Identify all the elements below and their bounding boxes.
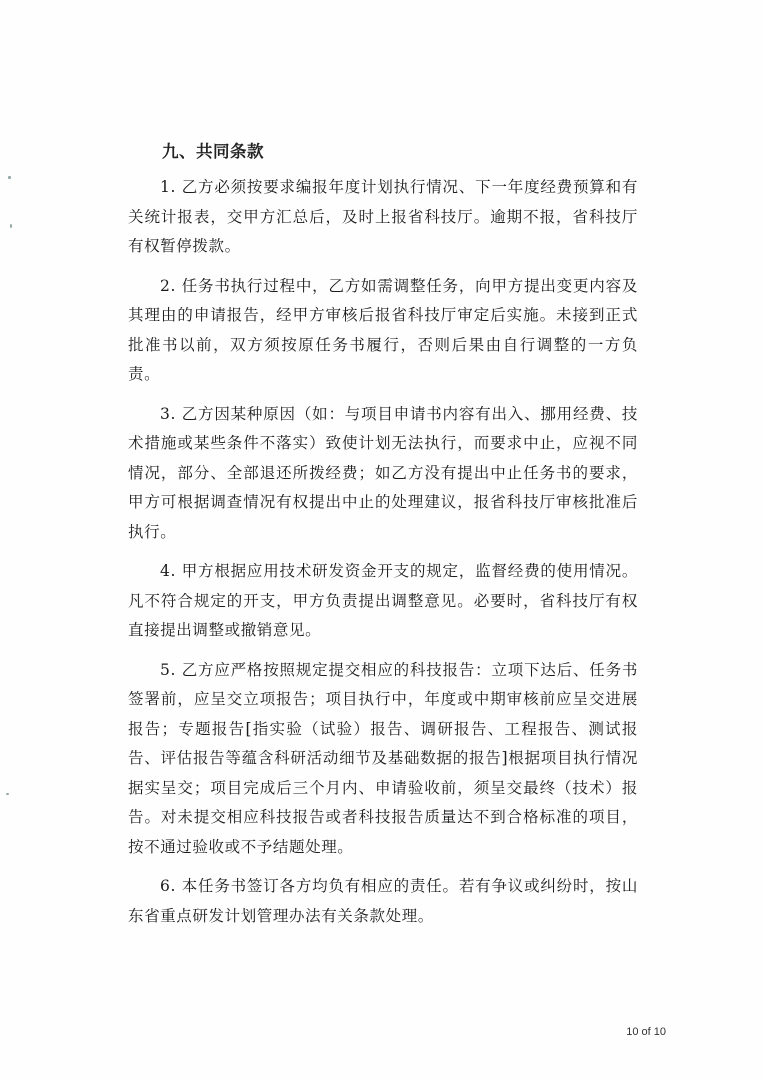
clause-paragraph: 2. 任务书执行过程中，乙方如需调整任务，向甲方提出变更内容及其理由的申请报告，经甲方审核后报省科技厅审定后实施。未接到正式批准书以前，双方须按原任务书履行，否则后果由自行调整的一方负责。 (128, 276, 638, 383)
section-title: 九、共同条款 (162, 142, 264, 161)
clause-paragraph: 6. 本任务书签订各方均负有相应的责任。若有争议或纠纷时，按山东省重点研发计划管理办法有关条款处理。 (128, 877, 638, 925)
document-body (128, 138, 638, 941)
clause-paragraph: 3. 乙方因某种原因（如：与项目申请书内容有出入、挪用经费、技术措施或某些条件不落实）致使计划无法执行，而要求中止，应视不同情况，部分、全部退还所拨经费；如乙方没有提出中止任务书的要求，甲方可根据调查情况有权提出中止的处理建议，报省科技厅审核批准后执行。 (128, 404, 638, 541)
clause-paragraph: 1. 乙方必须按要求编报年度计划执行情况、下一年度经费预算和有关统计报表，交甲方汇总后，及时上报省科技厅。逾期不报，省科技厅有权暂停拨款。 (128, 178, 638, 255)
scan-speck (6, 793, 9, 795)
scan-speck (10, 224, 12, 228)
clause-paragraph: 5. 乙方应严格按照规定提交相应的科技报告：立项下达后、任务书签署前，应呈交立项报告；项目执行中，年度或中期审核前应呈交进展报告；专题报告[指实验（试验）报告、调研报告、工程报告、测试报告、评估报告等蕴含科研活动细节及基础数据的报告]根据项目执行情况据实呈交；项目完成后三个月内、申请验收前，须呈交最终（技术）报告。对未提交相应科技报告或者科技报告质量达不到合格标准的项目，按不通过验收或不予结题处理。 (128, 660, 638, 856)
clause-paragraph: 4. 甲方根据应用技术研发资金开支的规定，监督经费的使用情况。凡不符合规定的开支，甲方负责提出调整意见。必要时，省科技厅有权直接提出调整或撤销意见。 (128, 562, 638, 639)
scan-speck (8, 176, 11, 179)
page-number: 10 of 10 (626, 1026, 666, 1038)
